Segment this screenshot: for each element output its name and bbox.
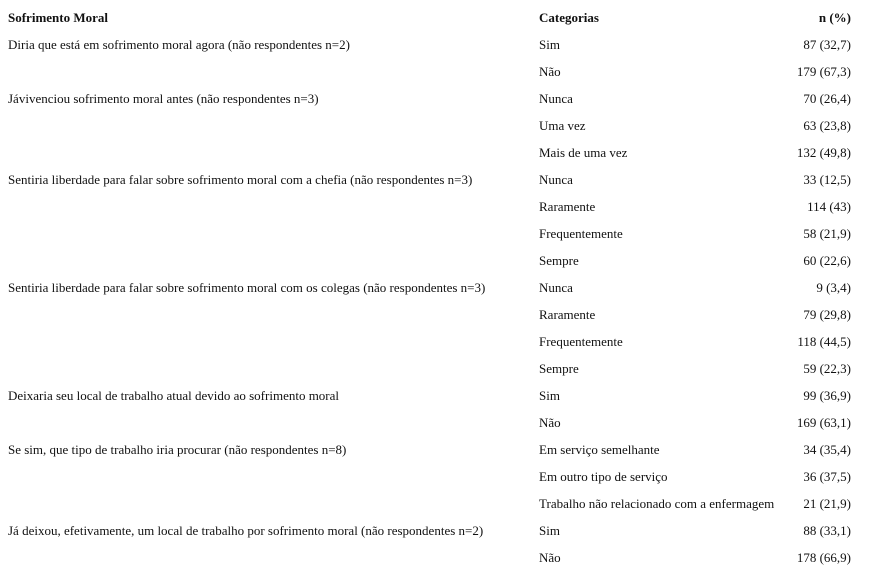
category-cell: Não — [539, 550, 561, 565]
count-cell: 99 (36,9) — [803, 388, 851, 403]
category-cell: Não — [539, 415, 561, 430]
category-cell: Sim — [539, 37, 560, 52]
table-row — [0, 166, 870, 193]
category-cell: Nunca — [539, 172, 573, 187]
category-cell: Sim — [539, 388, 560, 403]
table-row — [0, 544, 870, 571]
count-cell: 178 (66,9) — [796, 550, 851, 565]
table-header — [0, 4, 870, 31]
count-cell: 9 (3,4) — [816, 280, 851, 295]
header-sofrimento-moral: Sofrimento Moral — [8, 10, 109, 25]
count-cell: 36 (37,5) — [803, 469, 851, 484]
moral-distress-table — [0, 4, 870, 571]
category-cell: Mais de uma vez — [539, 145, 628, 160]
table-row — [0, 355, 870, 382]
category-cell: Uma vez — [539, 118, 586, 133]
question-cell: Sentiria liberdade para falar sobre sofrimento moral com a chefia (não respondentes n=3) — [8, 172, 473, 187]
category-cell: Não — [539, 64, 561, 79]
table-row — [0, 463, 870, 490]
question-cell: Sentiria liberdade para falar sobre sofrimento moral com os colegas (não respondentes n=3) — [8, 280, 486, 295]
table-row — [0, 58, 870, 85]
category-cell: Trabalho não relacionado com a enfermagem — [539, 496, 775, 511]
category-cell: Em outro tipo de serviço — [539, 469, 668, 484]
header-n-percent: n (%) — [818, 10, 851, 25]
table-row — [0, 301, 870, 328]
count-cell: 33 (12,5) — [803, 172, 851, 187]
category-cell: Raramente — [539, 199, 596, 214]
category-cell: Sim — [539, 523, 560, 538]
count-cell: 118 (44,5) — [797, 334, 851, 349]
question-cell: Se sim, que tipo de trabalho iria procurar (não respondentes n=8) — [8, 442, 347, 457]
question-cell: Diria que está em sofrimento moral agora (não respondentes n=2) — [8, 37, 350, 52]
table-row — [0, 31, 870, 58]
count-cell: 79 (29,8) — [803, 307, 851, 322]
count-cell: 63 (23,8) — [803, 118, 851, 133]
table-row — [0, 85, 870, 112]
count-cell: 58 (21,9) — [803, 226, 851, 241]
table-row — [0, 139, 870, 166]
header-categorias: Categorias — [539, 10, 599, 25]
category-cell: Frequentemente — [539, 226, 623, 241]
count-cell: 21 (21,9) — [803, 496, 851, 511]
count-cell: 132 (49,8) — [796, 145, 851, 160]
table-row — [0, 220, 870, 247]
count-cell: 70 (26,4) — [803, 91, 851, 106]
count-cell: 34 (35,4) — [803, 442, 851, 457]
count-cell: 88 (33,1) — [803, 523, 851, 538]
count-cell: 59 (22,3) — [803, 361, 851, 376]
table-row — [0, 328, 870, 355]
category-cell: Sempre — [539, 253, 579, 268]
category-cell: Frequentemente — [539, 334, 623, 349]
table-row — [0, 112, 870, 139]
count-cell: 169 (63,1) — [796, 415, 851, 430]
table-row — [0, 193, 870, 220]
category-cell: Sempre — [539, 361, 579, 376]
table-row — [0, 382, 870, 409]
count-cell: 179 (67,3) — [796, 64, 851, 79]
count-cell: 87 (32,7) — [803, 37, 851, 52]
table-row — [0, 517, 870, 544]
question-cell: Jávivenciou sofrimento moral antes (não respondentes n=3) — [8, 91, 319, 106]
table-row — [0, 436, 870, 463]
category-cell: Em serviço semelhante — [539, 442, 660, 457]
table-row — [0, 490, 870, 517]
table-row — [0, 409, 870, 436]
table-row — [0, 247, 870, 274]
count-cell: 60 (22,6) — [803, 253, 851, 268]
category-cell: Raramente — [539, 307, 596, 322]
count-cell: 114 (43) — [807, 199, 851, 214]
question-cell: Já deixou, efetivamente, um local de trabalho por sofrimento moral (não respondentes n=2) — [8, 523, 484, 538]
category-cell: Nunca — [539, 280, 573, 295]
table-row — [0, 274, 870, 301]
category-cell: Nunca — [539, 91, 573, 106]
question-cell: Deixaria seu local de trabalho atual devido ao sofrimento moral — [8, 388, 340, 403]
table-body — [0, 31, 870, 571]
